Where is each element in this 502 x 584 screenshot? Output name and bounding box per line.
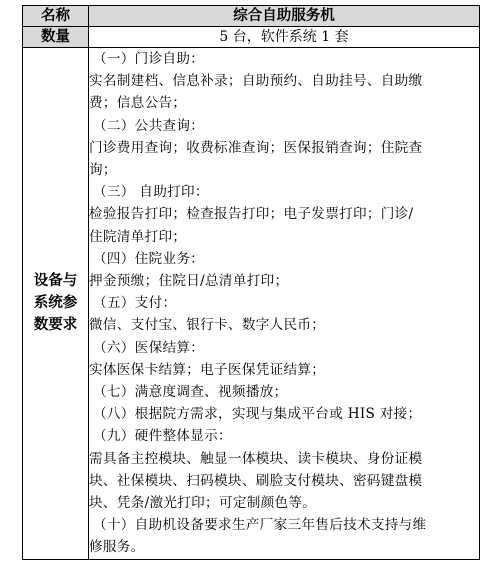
requirement-text: 检验报告打印；检查报告打印；电子发票打印；门诊/: [89, 206, 414, 223]
requirement-text: 实体医保卡结算；电子医保凭证结算；: [89, 361, 326, 378]
requirement-text: 门诊费用查询；收费标准查询；医保报销查询；住院查: [89, 139, 423, 156]
requirements-label: [23, 48, 89, 560]
requirement-text: 实名制建档、信息补录；自助预约、自助挂号、自助缴: [89, 73, 423, 90]
header-row: [23, 6, 480, 27]
spec-table: [22, 5, 480, 560]
requirement-text: 块、凭条/激光打印；可定制颜色等。: [89, 495, 317, 512]
requirement-text: 询；: [89, 162, 117, 179]
name-label: 名称: [23, 6, 89, 27]
requirement-heading: （九）硬件整体显示：: [93, 428, 232, 445]
requirements-label-line: 设备与: [33, 273, 78, 290]
requirement-text: 块、社保模块、扫码模块、刷脸支付模块、密码键盘模: [89, 472, 423, 489]
requirement-heading: （八）根据院方需求，实现与集成平台或 HIS 对接；: [93, 406, 422, 423]
requirement-text: 微信、支付宝、银行卡、数字人民币；: [89, 317, 326, 334]
requirement-text: 修服务。: [89, 539, 145, 556]
requirement-heading: （六）医保结算：: [93, 339, 205, 356]
requirements-label-line: 系统参: [33, 295, 78, 312]
quantity-row: [23, 27, 480, 48]
requirement-heading: （二）公共查询：: [93, 117, 205, 134]
requirements-content: [89, 48, 480, 560]
requirement-text: 费；信息公告；: [89, 95, 187, 112]
requirement-text: 住院清单打印；: [89, 228, 187, 245]
requirements-label-line: 数要求: [33, 317, 78, 334]
quantity-label: 数量: [23, 27, 89, 48]
requirement-heading: （十）自助机设备要求生产厂家三年售后技术支持与维: [93, 517, 427, 534]
name-value: 综合自助服务机: [89, 6, 480, 27]
requirement-heading: （四）住院业务：: [93, 250, 205, 267]
requirements-row: [23, 48, 480, 560]
requirement-heading: （五）支付：: [93, 295, 177, 312]
requirement-heading: （三） 自助打印：: [93, 184, 209, 201]
requirement-text: 押金预缴；住院日/总清单打印；: [89, 273, 289, 290]
requirement-heading: （一）门诊自助：: [93, 51, 205, 67]
requirement-heading: （七）满意度调查、视频播放；: [93, 384, 288, 401]
requirement-text: 需具备主控模块、触显一体模块、读卡模块、身份证模: [89, 450, 423, 467]
quantity-value: 5 台，软件系统 1 套: [89, 27, 480, 48]
